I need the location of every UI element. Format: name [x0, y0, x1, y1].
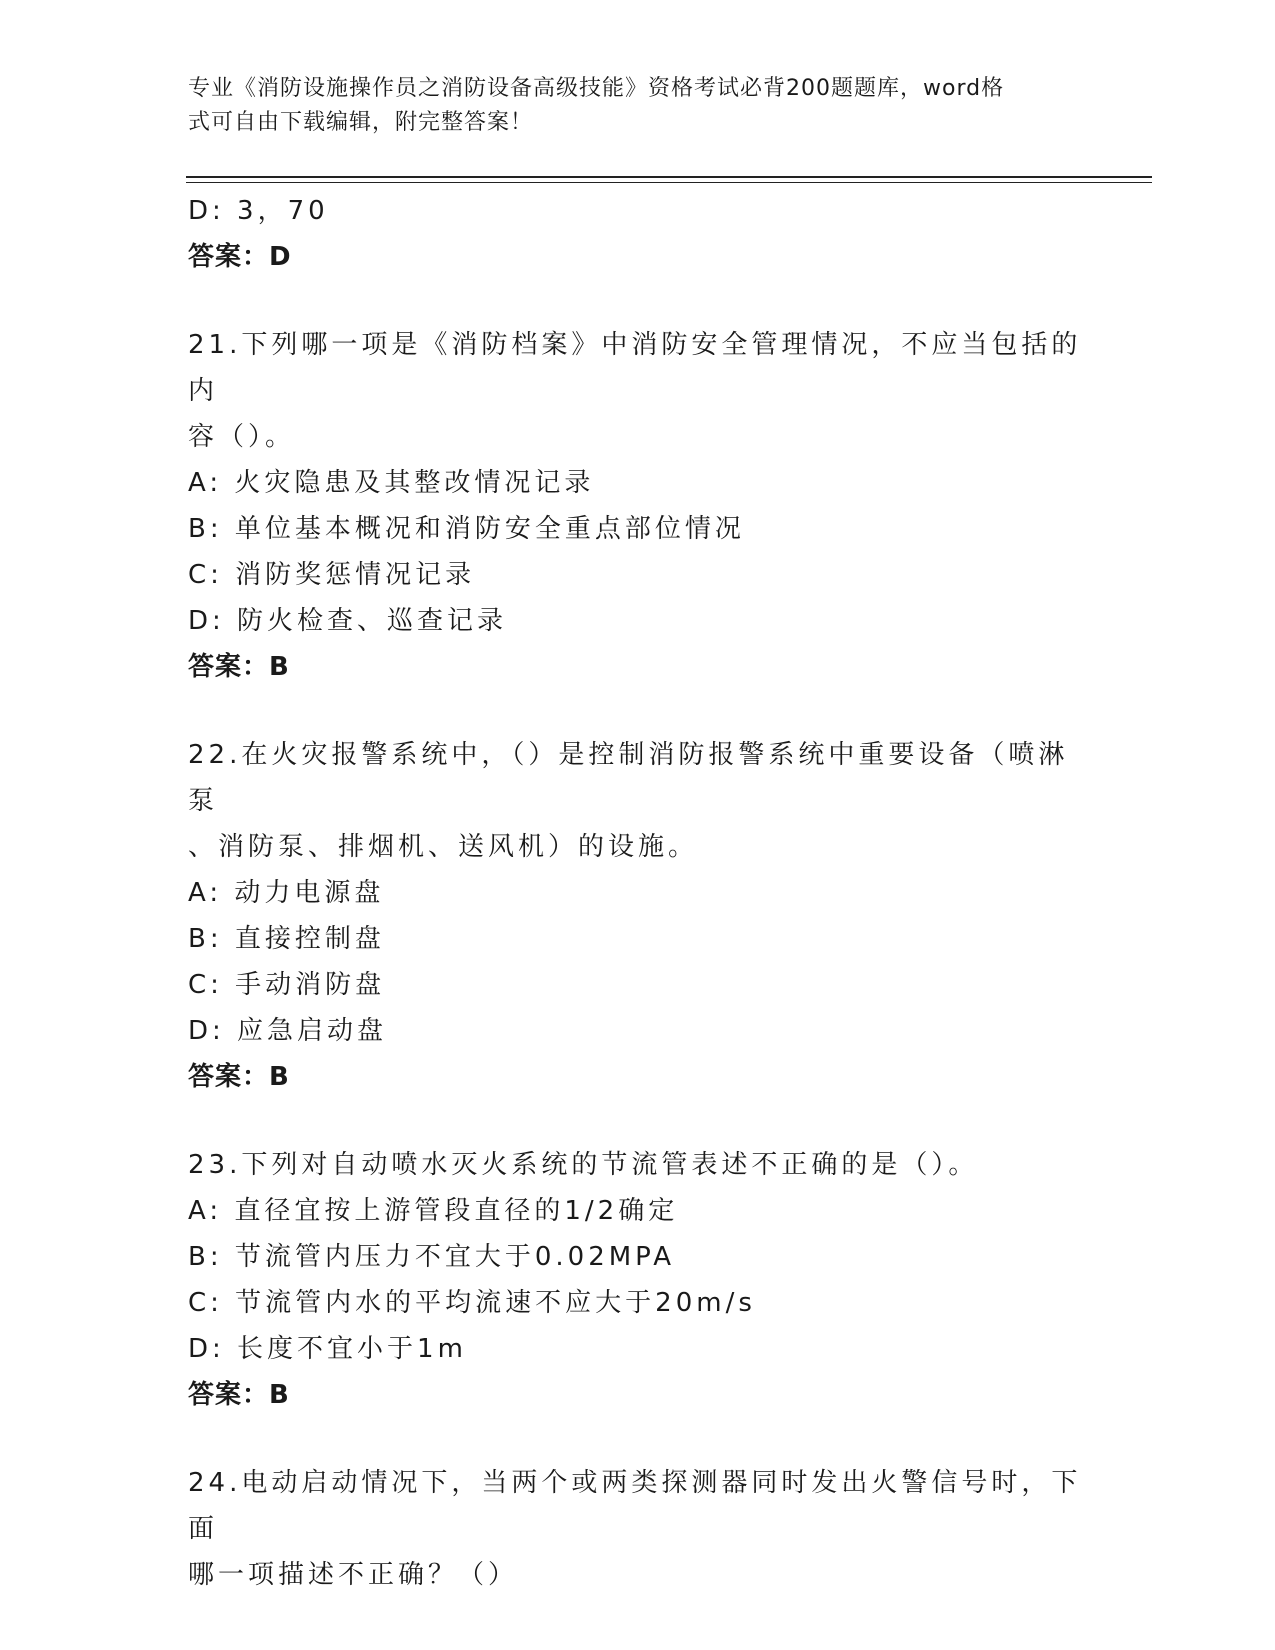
question-text-line-1: 22.在火灾报警系统中，（）是控制消防报警系统中重要设备（喷淋泵: [188, 740, 1069, 816]
answer: 答案：B: [188, 652, 290, 682]
page-content: [188, 188, 1088, 1598]
option-d: D: 长度不宜小于1m: [188, 1334, 467, 1364]
question-text-line-1: 21.下列哪一项是《消防档案》中消防安全管理情况，不应当包括的内: [188, 330, 1082, 406]
option-b: B: 节流管内压力不宜大于0.02MPA: [188, 1242, 675, 1272]
option-d: D: 防火检查、巡查记录: [188, 606, 508, 636]
question-24: [188, 1460, 1088, 1598]
answer: 答案：D: [188, 242, 292, 272]
question-20-tail: [188, 188, 1088, 280]
option-c: C: 消防奖惩情况记录: [188, 560, 476, 590]
option-a: A: 火灾隐患及其整改情况记录: [188, 468, 595, 498]
option-b: B: 直接控制盘: [188, 924, 385, 954]
header-line-2: 式可自由下载编辑，附完整答案！: [188, 110, 534, 135]
answer: 答案：B: [188, 1380, 290, 1410]
header-line-1: 专业《消防设施操作员之消防设备高级技能》资格考试必背200题题库，word格: [188, 76, 1005, 101]
spacer: [188, 280, 1088, 322]
question-text-line-2: 哪一项描述不正确？（）: [188, 1560, 519, 1590]
header-divider-thick: [186, 176, 1152, 178]
question-text-line-1: 24.电动启动情况下，当两个或两类探测器同时发出火警信号时，下面: [188, 1468, 1082, 1544]
option-c: C: 节流管内水的平均流速不应大于20m/s: [188, 1288, 756, 1318]
question-22: [188, 732, 1088, 1100]
spacer: [188, 1100, 1088, 1142]
question-21: [188, 322, 1088, 690]
question-text-line-1: 23.下列对自动喷水灭火系统的节流管表述不正确的是（）。: [188, 1150, 979, 1180]
spacer: [188, 1418, 1088, 1460]
header-divider-thin: [186, 182, 1152, 183]
option-d: D: 3，70: [188, 196, 329, 226]
question-23: [188, 1142, 1088, 1418]
spacer: [188, 690, 1088, 732]
question-text-line-2: 容（）。: [188, 422, 296, 452]
option-d: D: 应急启动盘: [188, 1016, 388, 1046]
question-text-line-2: 、消防泵、排烟机、送风机）的设施。: [188, 832, 699, 862]
answer: 答案：B: [188, 1062, 290, 1092]
option-a: A: 直径宜按上游管段直径的1/2确定: [188, 1196, 679, 1226]
option-a: A: 动力电源盘: [188, 878, 385, 908]
option-c: C: 手动消防盘: [188, 970, 386, 1000]
document-header: [188, 72, 1068, 140]
option-b: B: 单位基本概况和消防安全重点部位情况: [188, 514, 745, 544]
